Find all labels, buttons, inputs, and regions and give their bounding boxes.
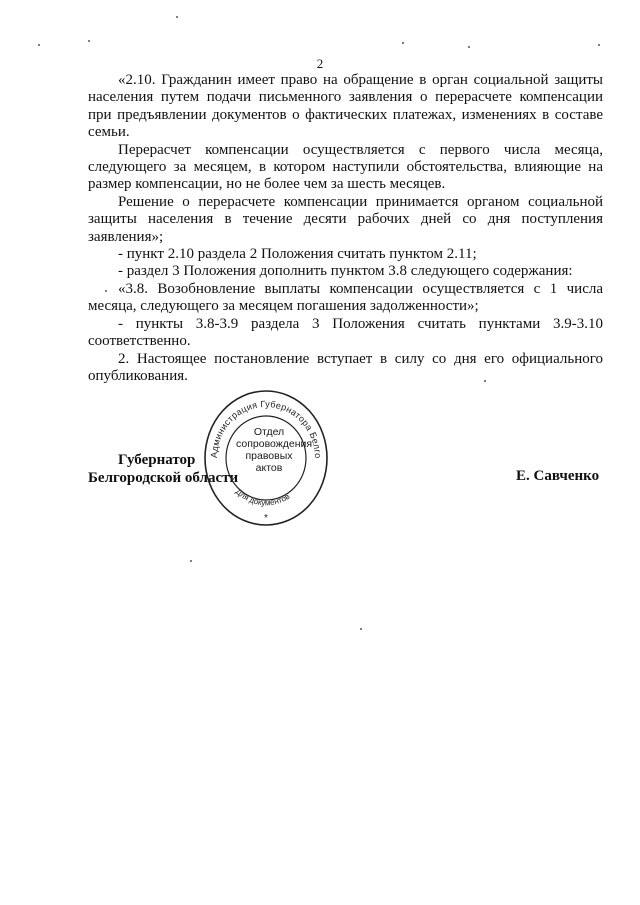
stamp-line-1: Отдел <box>253 426 285 438</box>
paragraph-item-2-10: - пункт 2.10 раздела 2 Положения считать пунктом 2.11; <box>118 246 477 263</box>
scan-speck <box>484 380 486 382</box>
signature-title-line2: Белгородской области <box>88 470 239 486</box>
stamp-line-3: правовых <box>245 450 293 462</box>
scan-speck <box>38 44 40 46</box>
paragraph-recalculation-decision: Решение о перерасчете компенсации принимается органом социальной защиты населения в течение десяти рабочих дней со дня поступления заявления»; <box>88 193 603 245</box>
stamp-center-text <box>236 426 313 474</box>
scan-speck <box>402 42 404 44</box>
paragraph-2-10: «2.10. Гражданин имеет право на обращение в орган социальной защиты населения путем подачи письменного заявления о перерасчете компенсации при предъявлении документов о фактических платежах, изменениях в составе семьи. <box>88 72 603 141</box>
stamp-line-2: сопровождения <box>236 438 313 450</box>
stamp-ring-text: Администрация Губернатора Белго <box>208 398 324 459</box>
paragraph-items-3-8-3-9: - пункты 3.8-3.9 раздела 3 Положения считать пунктами 3.9-3.10 соответственно. <box>88 315 603 350</box>
signature-title-line1: Губернатор <box>118 452 196 468</box>
svg-text:Для документов <box>234 487 291 507</box>
signature-name: Е. Савченко <box>516 468 600 484</box>
official-stamp <box>203 388 329 528</box>
stamp-star: * <box>264 513 268 524</box>
scan-speck <box>598 44 600 46</box>
page-number: 2 <box>316 56 324 71</box>
scan-speck <box>360 628 362 630</box>
scan-speck <box>88 40 90 42</box>
scan-speck <box>176 16 178 18</box>
stamp-line-4: актов <box>255 462 283 474</box>
paragraph-recalculation-start: Перерасчет компенсации осуществляется с первого числа месяца, следующего за месяцем, в котором наступили обстоятельства, влияющие на размер компенсации, но не более чем за шесть месяцев. <box>88 141 603 193</box>
paragraph-3-8: «3.8. Возобновление выплаты компенсации осуществляется с 1 числа месяца, следующего за месяцем погашения задолженности»; <box>88 280 603 315</box>
document-body <box>88 72 603 385</box>
scan-speck <box>105 290 107 292</box>
scan-speck <box>468 46 470 48</box>
paragraph-section-3-add: - раздел 3 Положения дополнить пунктом 3.8 следующего содержания: <box>118 263 573 280</box>
stamp-bottom-text: Для документов <box>233 487 292 508</box>
scan-speck <box>190 560 192 562</box>
paragraph-effective: 2. Настоящее постановление вступает в силу со дня его официального опубликования. <box>88 350 603 384</box>
